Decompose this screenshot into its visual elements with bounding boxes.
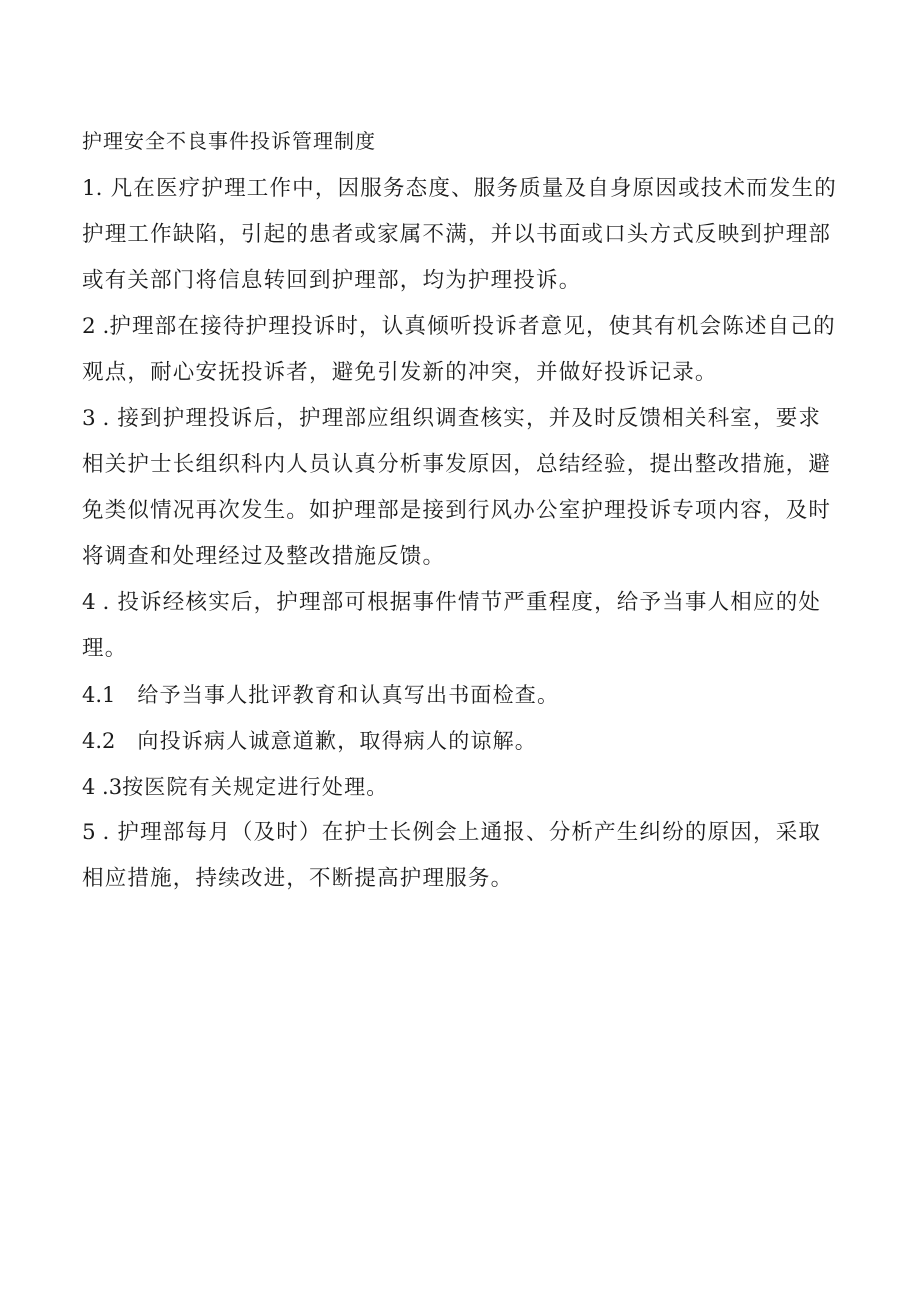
item-1-text: 凡在医疗护理工作中，因服务态度、服务质量及自身原因或技术而发生的护理工作缺陷，引起的患者或家属不满，并以书面或口头方式反映到护理部或有关部门将信息转回到护理部，均为护理投诉。 [82,176,837,293]
subitem-4-1 [82,672,842,718]
item-3-text: 接到护理投诉后，护理部应组织调查核实，并及时反馈相关科室，要求相关护士长组织科内人员认真分析事发原因，总结经验，提出整改措施，避免类似情况再次发生。如护理部是接到行风办公室护理投诉专项内容，及时将调查和处理经过及整改措施反馈。 [82,406,832,569]
subitem-4-3-text: 按医院有关规定进行处理。 [122,775,389,799]
item-2 [82,304,842,396]
item-1 [82,166,842,304]
item-4 [82,580,842,672]
item-3-number: 3 . [82,406,110,431]
item-4-text: 投诉经核实后，护理部可根据事件情节严重程度，给予当事人相应的处理。 [82,590,822,661]
subitem-4-1-text: 给予当事人批评教育和认真写出书面检查。 [137,683,560,707]
subitem-4-3-number: 4 .3 [82,775,123,799]
subitem-4-2-text: 向投诉病人诚意道歉，取得病人的谅解。 [137,729,538,753]
subitem-4-3 [82,764,842,810]
document-page [82,118,842,902]
item-2-number: 2 . [82,314,110,339]
item-5 [82,810,842,902]
subitem-4-2 [82,718,842,764]
item-3 [82,396,842,580]
document-title: 护理安全不良事件投诉管理制度 [82,129,376,153]
subitem-4-2-number: 4.2 [82,729,116,753]
subitem-4-1-number: 4.1 [82,683,116,707]
item-5-number: 5 . [82,820,110,845]
item-2-text: 护理部在接待护理投诉时，认真倾听投诉者意见，使其有机会陈述自己的观点，耐心安抚投诉者，避免引发新的冲突，并做好投诉记录。 [82,314,836,385]
item-5-text: 护理部每月（及时）在护士长例会上通报、分析产生纠纷的原因，采取相应措施，持续改进，不断提高护理服务。 [82,820,822,891]
item-4-number: 4 . [82,590,110,615]
item-1-number: 1. [82,176,103,201]
